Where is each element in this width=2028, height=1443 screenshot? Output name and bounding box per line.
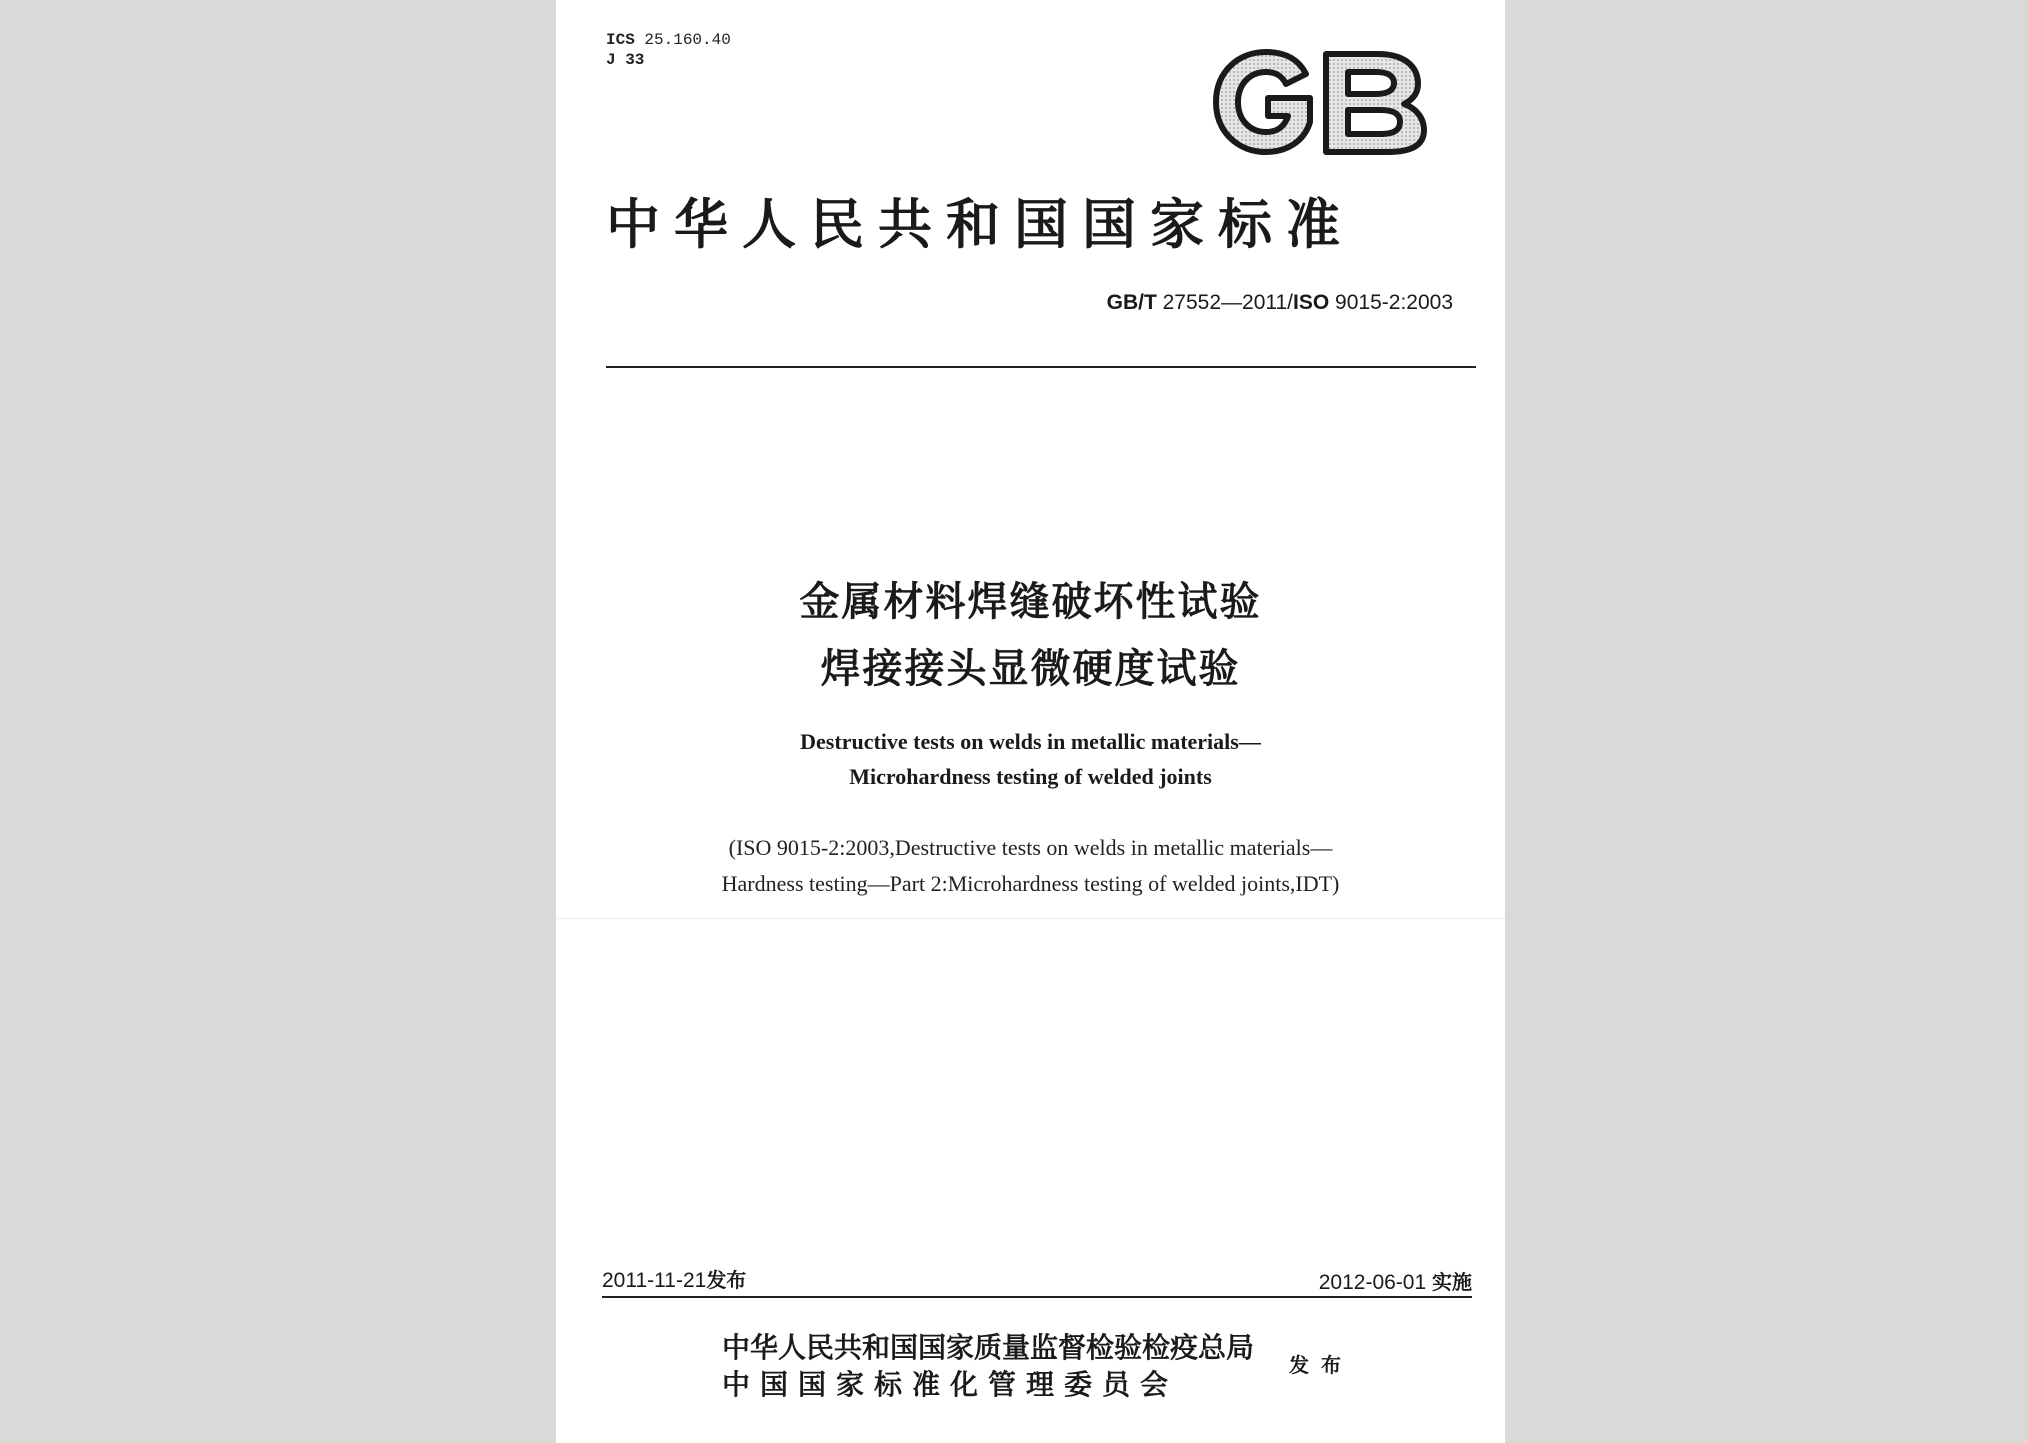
document-page bbox=[556, 0, 1505, 1443]
standard-number-main: 27552—2011/ bbox=[1156, 291, 1294, 314]
ics-code: 25.160.40 bbox=[644, 31, 731, 49]
standard-number bbox=[1107, 291, 1453, 315]
effective-date-label: 实施 bbox=[1432, 1270, 1472, 1294]
gb-logo-icon bbox=[1208, 46, 1433, 158]
issue-date-value: 2011-11-21 bbox=[602, 1269, 707, 1292]
header-divider bbox=[606, 366, 1476, 368]
english-title-line-2: Microhardness testing of welded joints bbox=[849, 764, 1212, 789]
scan-fold-line bbox=[556, 918, 1505, 919]
issue-date bbox=[602, 1264, 746, 1293]
iso-reference-line-1: (ISO 9015-2:2003,Destructive tests on welds in metallic materials— bbox=[728, 835, 1333, 860]
footer-divider bbox=[602, 1296, 1472, 1298]
iso-reference-line-2: Hardness testing—Part 2:Microhardness testing of welded joints,IDT) bbox=[721, 871, 1340, 896]
standard-number-iso: 9015-2:2003 bbox=[1329, 291, 1453, 314]
chinese-title-line-1: 金属材料焊缝破坏性试验 bbox=[799, 579, 1262, 625]
effective-date bbox=[1319, 1266, 1472, 1295]
national-standard-title: 中华人民共和国国家标准 bbox=[606, 192, 1354, 256]
standard-number-iso-prefix: ISO bbox=[1293, 291, 1330, 314]
issuer-line-2: 中国国家标准化管理委员会 bbox=[722, 1368, 1179, 1401]
issuer-line-1: 中华人民共和国国家质量监督检验检疫总局 bbox=[722, 1331, 1255, 1364]
effective-date-value: 2012-06-01 bbox=[1318, 1271, 1427, 1294]
classification-codes bbox=[606, 30, 731, 70]
chinese-title-line-2: 焊接接头显微硬度试验 bbox=[820, 646, 1241, 692]
issue-date-label: 发布 bbox=[706, 1268, 747, 1292]
ics-code-line bbox=[606, 30, 731, 50]
english-title-line-1: Destructive tests on welds in metallic materials— bbox=[800, 729, 1261, 754]
ics-label: ICS bbox=[606, 31, 635, 49]
standard-number-prefix: GB/T bbox=[1106, 291, 1157, 314]
publish-label: 发布 bbox=[1289, 1353, 1353, 1377]
ccs-code: J 33 bbox=[606, 51, 645, 69]
